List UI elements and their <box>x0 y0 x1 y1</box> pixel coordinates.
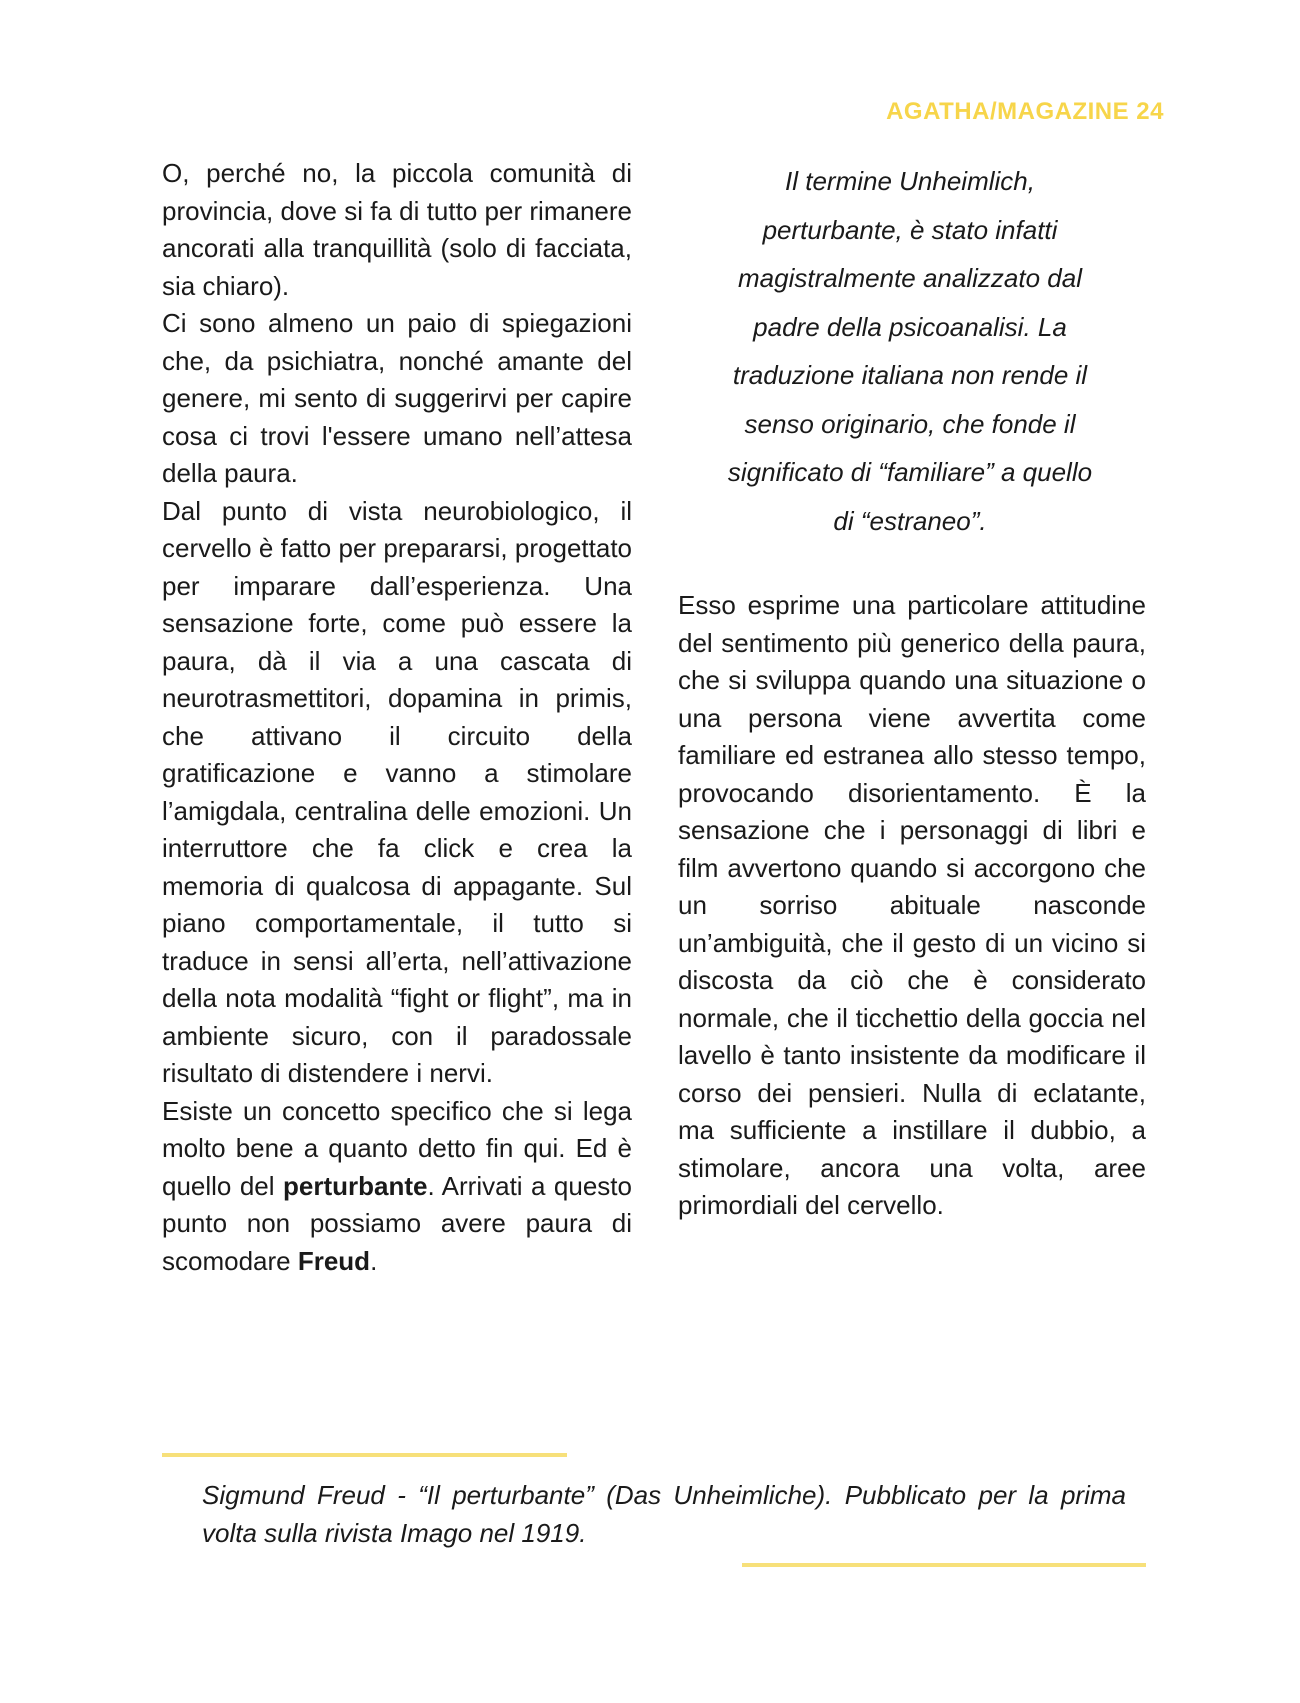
right-column <box>678 587 1146 1225</box>
term-perturbante: perturbante <box>282 1170 428 1201</box>
left-paragraph-1: O, perché no, la piccola comunità di provincia, dove si fa di tutto per rimanere ancorati alla tranquillità (solo di facciata, sia chiaro). <box>162 158 632 301</box>
name-freud: Freud <box>297 1245 371 1276</box>
left-paragraph-2: Ci sono almeno un paio di spiegazioni che, da psichiatra, nonché amante del genere, mi sento di suggerirvi per capire cosa ci trovi l'essere umano nell’attesa della paura. <box>162 308 632 488</box>
pull-quote-line: Il termine Unheimlich, <box>785 166 1035 196</box>
pull-quote-line: significato di “familiare” a quello <box>727 457 1093 487</box>
footnote-rule-bottom <box>742 1563 1146 1567</box>
footnote: Sigmund Freud - “Il perturbante” (Das Unheimliche). Pubblicato per la prima volta sulla rivista Imago nel 1919. <box>202 1480 1126 1548</box>
magazine-header: AGATHA/MAGAZINE 24 <box>886 98 1164 125</box>
pull-quote-line: perturbante, è stato infatti <box>762 214 1058 245</box>
left-paragraph-4-part-c: . <box>370 1245 378 1276</box>
pull-quote-line: magistralmente analizzato dal <box>738 263 1082 293</box>
left-paragraph-3: Dal punto di vista neurobiologico, il cervello è fatto per prepararsi, progettato per imparare dall’esperienza. Una sensazione forte, come può essere la paura, dà il via a una cascata di neurotrasmettitori, dopamina in primis, che attivano il circuito della gratificazione e vanno a stimolare l’amigdala, centralina delle emozioni. Un interruttore che fa click e crea la memoria di qualcosa di appagante. Sul piano comportamentale, il tutto si traduce in sensi all’erta, nell’attivazione della nota modalità “fight or flight”, ma in ambiente sicuro, con il paradossale risultato di distendere i nervi. <box>162 495 632 1088</box>
left-paragraph-4-part-b: . Arrivati a questo punto non possiamo avere paura di scomodare <box>162 1170 632 1276</box>
right-paragraph-1: Esso esprime una particolare attitudine del sentimento più generico della paura, che si sviluppa quando una situazione o una persona viene avvertita come familiare ed estranea allo stesso tempo, provocando disorientamento. È la sensazione che i personaggi di libri e film avvertono quando si accorgono che un sorriso abituale nasconde un’ambiguità, che il gesto di un vicino si discosta da ciò che è considerato normale, che il ticchettio della goccia nel lavello è tanto insistente da modificare il corso dei pensieri. Nulla di eclatante, ma sufficiente a instillare il dubbio, a stimolare, ancora una volta, aree primordiali del cervello. <box>678 590 1146 1220</box>
pull-quote-line: di “estraneo”. <box>833 505 987 536</box>
pull-quote-line: traduzione italiana non rende il <box>732 360 1088 390</box>
footnote-rule-top <box>162 1453 567 1457</box>
pull-quote-line: padre della psicoanalisi. La <box>753 311 1067 342</box>
left-paragraph-4 <box>162 1093 632 1281</box>
pull-quote-line: senso originario, che fonde il <box>744 408 1076 439</box>
left-paragraph-4-part-a: Esiste un concetto specifico che si lega molto bene a quanto detto fin qui. Ed è quello del <box>162 1095 632 1201</box>
left-column <box>162 155 632 1280</box>
pull-quote <box>686 157 1134 545</box>
